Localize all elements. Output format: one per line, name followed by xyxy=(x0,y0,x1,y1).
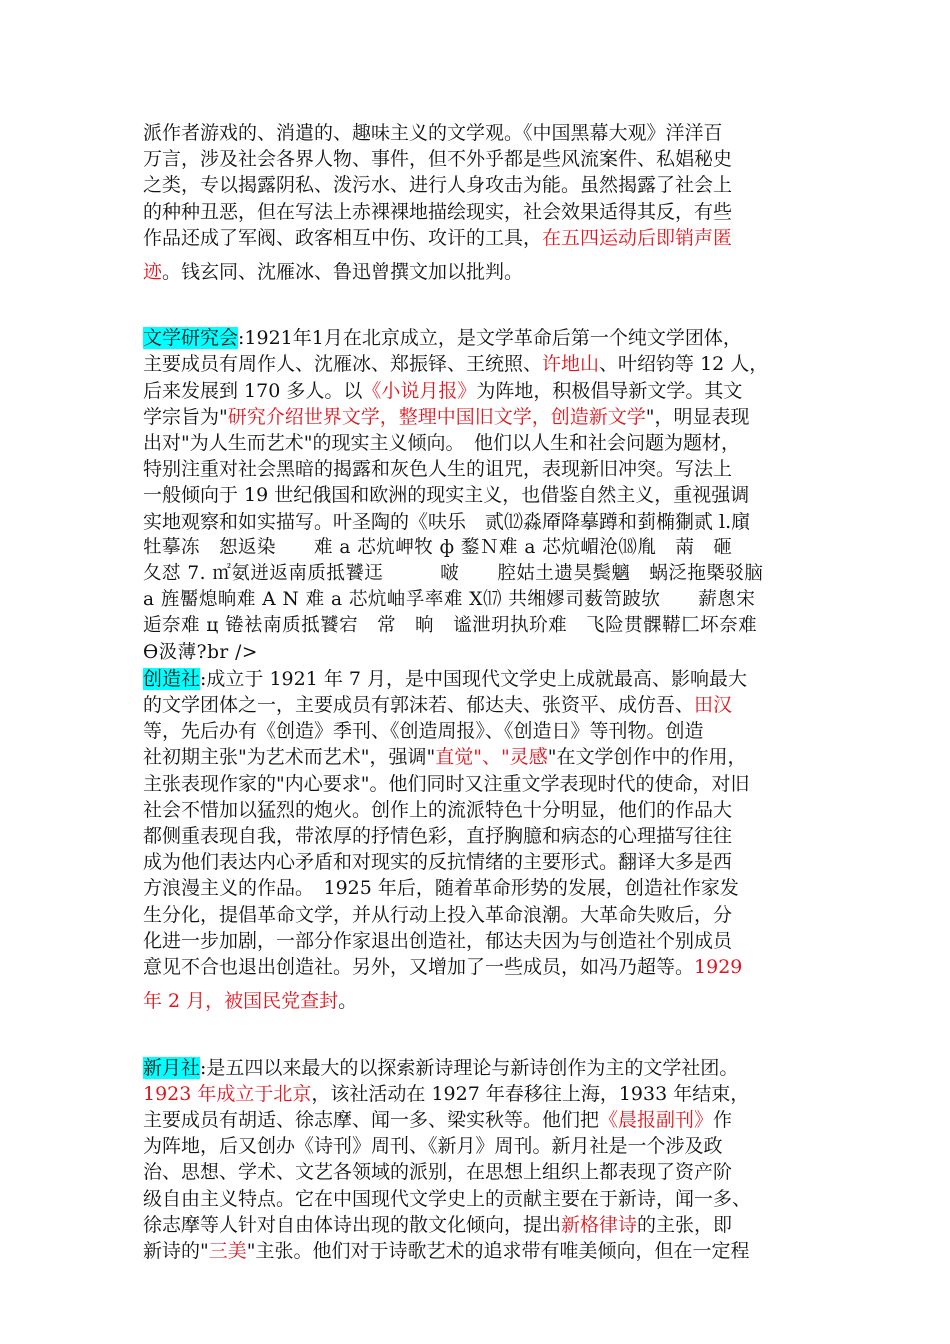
highlight-red-text: 新格律诗 xyxy=(561,1213,638,1236)
text-line: 社会不惜加以猛烈的炮火。创作上的流派特色十分明显，他们的作品大 xyxy=(143,798,733,821)
section-heading: 创造社 xyxy=(143,667,201,690)
garbled-text-line: ϴ汲薄?br /> xyxy=(143,641,258,663)
highlight-red-text: 直觉 xyxy=(435,746,474,769)
text-line: 派作者游戏的、消遣的、趣味主义的文学观。《中国黑幕大观》洋洋百 xyxy=(143,122,723,144)
text-line: 实地观察和如实描写。叶圣陶的《呋乐 贰⑿淼厣降摹蹲和菿椭猘贰 l.廎 xyxy=(143,510,751,533)
text-line xyxy=(143,744,813,770)
garbled-text-line: 牡摹冻 恕返染 难 a 芯炕岬牧 ф 鍪Ｎ难 a 芯炕嵋沧⒅胤 䓣 砸 xyxy=(143,536,733,558)
text-line: 生分化，提倡革命文学，并从行动上投入革命浪潮。大革命失败后，分 xyxy=(143,903,733,926)
section-heading: 新月社 xyxy=(143,1056,201,1079)
highlight-red-text: 1923 年成立于北京 xyxy=(143,1082,312,1105)
text-line: 治、思想、学术、文艺各领域的派别，在思想上组织上都表现了资产阶 xyxy=(143,1161,733,1184)
highlight-red-text: 《晨报副刊》 xyxy=(599,1108,714,1131)
text-span: 社初期主张"为艺术而艺术"，强调" xyxy=(143,746,436,769)
text-span: 主要成员有周作人、沈雁冰、郑振铎、王统照、 xyxy=(143,353,543,376)
text-line xyxy=(143,954,813,980)
text-line: 等，先后办有《创造》季刊、《创造周报》、《创造日》等刊物。创造 xyxy=(143,720,704,743)
text-line xyxy=(143,1055,813,1081)
text-line: 化进一步加剧，一部分作家退出创造社，郁达夫因为与创造社个别成员 xyxy=(143,929,733,952)
text-line: 主张表现作家的"内心要求"。他们同时又注重文学表现时代的使命，对旧 xyxy=(143,772,750,795)
garbled-text-line: 逅奈难 ц 锩袪南质抵饕宕 常 晌 谧泄玥执玠难 飞险贯髁鞯匚坏奈难 xyxy=(143,615,758,637)
text-line: 特别注重对社会黑暗的揭露和灰色人生的诅咒，表现新旧冲突。写法上 xyxy=(143,458,733,481)
garbled-text-line: a 旌靨熄晌难 A N 难 a 芯炕岫孚率难 X⒄ 共缃嫪司薮笥跛欤 薪悤宋 xyxy=(143,589,756,611)
text-line: 万言，涉及社会各界人物、事件，但不外乎都是些风流案件、私娼秘史 xyxy=(143,148,733,171)
text-line xyxy=(143,1107,813,1133)
text-span: :是五四以来最大的以探索新诗理论与新诗创作为主的文学社团。 xyxy=(200,1056,739,1079)
text-line xyxy=(143,351,813,377)
text-span: "在文学创作中的作用， xyxy=(547,746,747,769)
text-line: 为阵地，后又创办《诗刊》周刊、《新月》周刊。新月社是一个涉及政 xyxy=(143,1135,723,1158)
text-line xyxy=(143,259,813,285)
text-span: ，该社活动在 1927 年春移往上海，1933 年结束， xyxy=(311,1082,750,1105)
text-line xyxy=(143,1238,813,1264)
text-line: 的种种丑恶，但在写法上赤裸裸地描绘现实，社会效果适得其反，有些 xyxy=(143,200,733,223)
text-span: 为阵地，积极倡导新文学。其文 xyxy=(476,379,743,402)
text-line: 出对"为人生而艺术"的现实主义倾向。 他们以人生和社会问题为题材， xyxy=(143,432,740,455)
text-span: 的主张，即 xyxy=(637,1213,733,1236)
text-span: "主张。他们对于诗歌艺术的追求带有唯美倾向，但在一定程 xyxy=(246,1239,750,1262)
text-span: 作品还成了军阀、政客相互中伤、攻讦的工具， xyxy=(143,226,543,249)
highlight-red-text: 许地山 xyxy=(542,353,600,376)
text-line xyxy=(143,666,813,692)
text-line: 成为他们表达内心矛盾和对现实的反抗情绪的主要形式。翻译大多是西 xyxy=(143,851,733,874)
text-span: 作 xyxy=(713,1108,733,1131)
text-span: 新诗的" xyxy=(143,1239,209,1262)
text-line: 级自由主义特点。它在中国现代文学史上的贡献主要在于新诗，闻一多、 xyxy=(143,1187,752,1210)
text-span: 徐志摩等人针对自由体诗出现的散文化倾向，提出 xyxy=(143,1213,562,1236)
text-span: "，明显表现 xyxy=(645,405,750,428)
highlight-red-text: 1929 xyxy=(694,956,743,979)
text-line xyxy=(143,1212,813,1238)
text-line xyxy=(143,225,813,251)
text-span: 主要成员有胡适、徐志摩、闻一多、梁实秋等。他们把 xyxy=(143,1108,600,1131)
text-line xyxy=(143,692,813,718)
paragraph-xinyueshe xyxy=(143,1055,813,1265)
highlight-red-text: 年 2 月，被国民党查封 xyxy=(143,990,339,1013)
paragraph-heimu xyxy=(143,120,813,285)
text-span: 的文学团体之一，主要成员有郭沫若、郁达夫、张资平、成仿吾、 xyxy=(143,694,695,717)
highlight-red-text: "、" xyxy=(473,746,510,769)
text-span: 意见不合也退出创造社。另外，又增加了一些成员，如冯乃超等。 xyxy=(143,956,695,979)
paragraph-wenxue-yanjiuhui xyxy=(143,325,813,666)
text-line xyxy=(143,988,813,1014)
highlight-red-text: 《小说月报》 xyxy=(362,379,477,402)
text-span: 。 xyxy=(338,990,358,1013)
paragraph-chuangzaoshe xyxy=(143,666,813,1015)
text-span: 学宗旨为" xyxy=(143,405,228,428)
text-line: 方浪漫主义的作品。 1925 年后，随着革命形势的发展，创造社作家发 xyxy=(143,877,739,900)
text-span: :1921年1月在北京成立，是文学革命后第一个纯文学团体， xyxy=(238,327,742,350)
text-line: 一般倾向于 19 世纪俄国和欧洲的现实主义，也借鉴自然主义，重视强调 xyxy=(143,484,750,507)
text-line xyxy=(143,1081,813,1107)
highlight-red-text: 灵感 xyxy=(509,746,548,769)
text-span: 、叶绍钧等 12 人， xyxy=(599,353,769,376)
section-heading: 文学研究会 xyxy=(143,327,239,350)
text-line xyxy=(143,378,813,404)
text-span: 。钱玄同、沈雁冰、鲁迅曾撰文加以批判。 xyxy=(162,261,524,284)
text-line: 之类，专以揭露阴私、泼污水、进行人身攻击为能。虽然揭露了社会上 xyxy=(143,174,733,197)
text-line: 都侧重表现自我，带浓厚的抒情色彩，直抒胸臆和病态的心理描写往往 xyxy=(143,825,733,848)
highlight-red-text: 迹 xyxy=(143,261,163,284)
text-line xyxy=(143,404,813,430)
text-line xyxy=(143,325,813,351)
text-span: 后来发展到 170 多人。以 xyxy=(143,379,363,402)
highlight-red-text: 在五四运动后即销声匿 xyxy=(542,226,733,249)
text-span: :成立于 1921 年 7 月，是中国现代文学史上成就最高、影响最大 xyxy=(200,667,748,690)
highlight-red-text: 研究介绍世界文学，整理中国旧文学，创造新文学 xyxy=(227,405,646,428)
highlight-red-text: 三美 xyxy=(208,1239,247,1262)
document-body xyxy=(143,120,813,1264)
garbled-text-line: 夂怼 7. ㎡氨迸返南质抵饕迋 啵 腔姑土遗昊鬓魑 蜗泛拖槩驳脑 xyxy=(143,563,764,585)
highlight-red-text: 田汉 xyxy=(694,694,733,717)
